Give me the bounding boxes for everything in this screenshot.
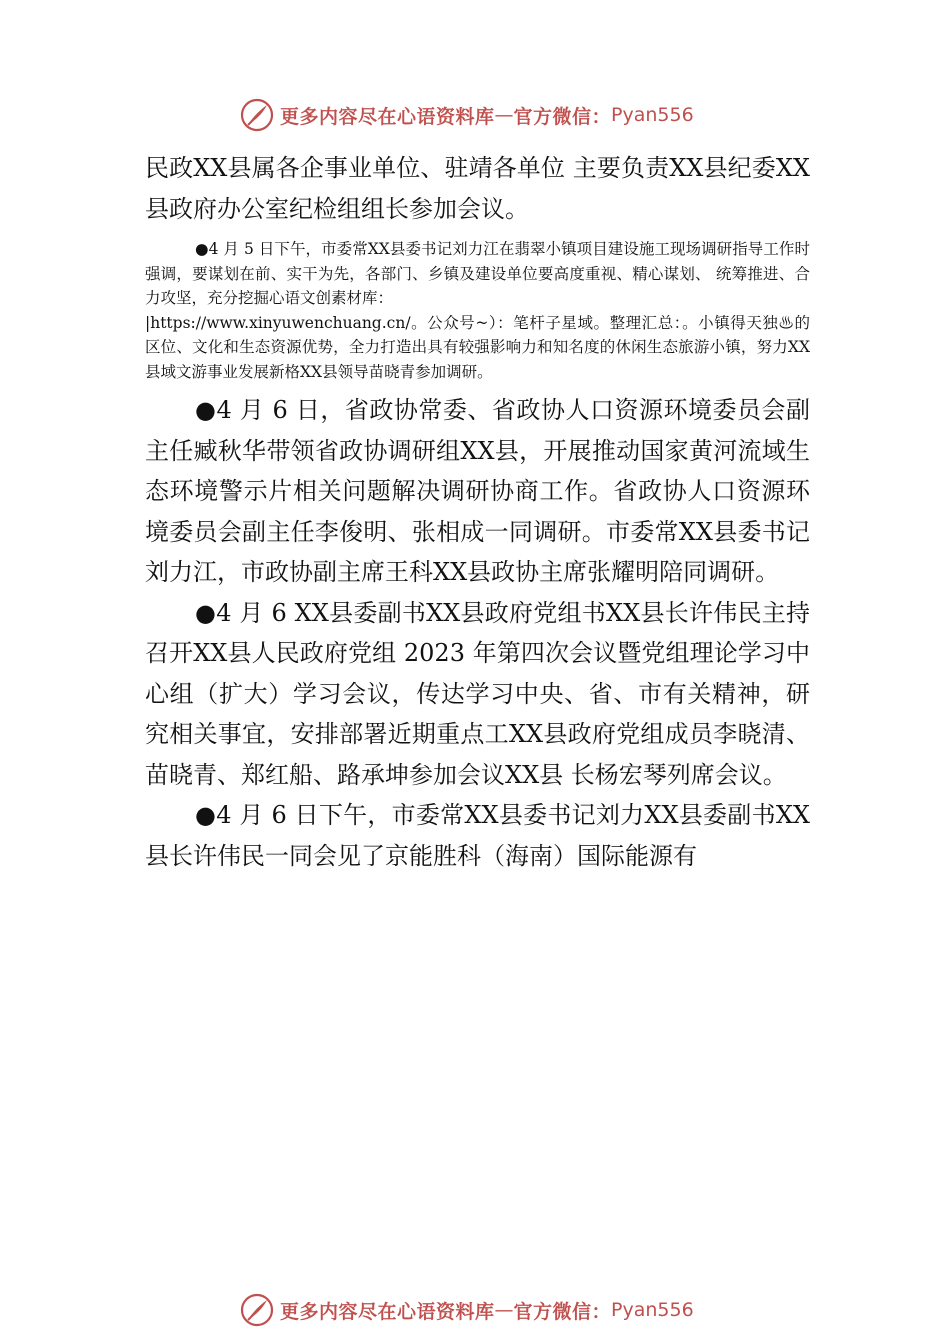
quill-pen-logo-icon [240, 98, 274, 132]
paragraph-5: ●4 月 6 日下午，市委常XX县委书记刘力XX县委副书XX县长许伟民一同会见了京能胜科（海南）国际能源有 [145, 801, 810, 870]
paragraph-3: ●4 月 6 日，省政协常委、省政协人口资源环境委员会副主任臧秋华带领省政协调研组XX县，开展推动国家黄河流域生态环境警示片相关问题解决调研协商工作。省政协人口资源环境委员会副主任李俊明、张相成一同调研。市委常XX县委书记刘力江，市政协副主席王科XX县政协主席张耀明陪同调研。 [145, 396, 810, 586]
footer-banner-wechat-label: 官方微信： [513, 1300, 612, 1323]
footer-banner [240, 1292, 694, 1328]
paragraph-2-start: ●4 月 5 日下午，市委常XX县委书记刘力江在翡翠小镇项目建设施工现场调研指导工作时强调，要谋划在前、实干为先，各部门、乡镇及建设单位要高度重视、精心谋划、 统筹推进、合力攻坚，充分挖掘心语文创素材库： [145, 240, 810, 307]
banner-wechat-label: 官方微信： [513, 105, 612, 128]
paragraph-2-url: |https://www.xinyuwenchuang.cn/。公众号~）：笔杆子星域。整理汇总：。小镇得天独♨的区位、文化和生态资源优势，全力打造出具有较强影响力和知名度的休闲生态旅游小镇，努力XX县域文游事业发展新格XX县领导苗晓青参加调研。 [145, 313, 810, 381]
footer-banner-title: 更多内容尽在心语资料库 [280, 1300, 495, 1323]
paragraph-2 [145, 237, 810, 384]
document-body [145, 148, 810, 876]
paragraph-4: ●4 月 6 XX县委副书XX县政府党组书XX县长许伟民主持召开XX县人民政府党组 2023 年第四次会议暨党组理论学习中心组（扩大）学习会议，传达学习中央、省、市有关精神，研究相关事宜，安排部署近期重点工XX县政府党组成员李晓清、苗晓青、郑红船、路承坤参加会议XX县 长杨宏琴列席会议。 [145, 598, 810, 789]
paragraph-2-text [145, 237, 810, 384]
footer-banner-wechat-id: Pyan556 [611, 1299, 694, 1321]
paragraph-1: 民政XX县属各企事业单位、驻靖各单位 主要负责XX县纪委XX县政府办公室纪检组组长参加会议。 [145, 154, 810, 223]
banner-wechat-id: Pyan556 [611, 104, 694, 126]
footer-banner-dash: — [494, 1299, 514, 1321]
banner-dash: — [494, 104, 514, 126]
header-banner [240, 97, 694, 133]
quill-pen-logo-icon [240, 1293, 274, 1327]
banner-title: 更多内容尽在心语资料库 [280, 105, 495, 128]
